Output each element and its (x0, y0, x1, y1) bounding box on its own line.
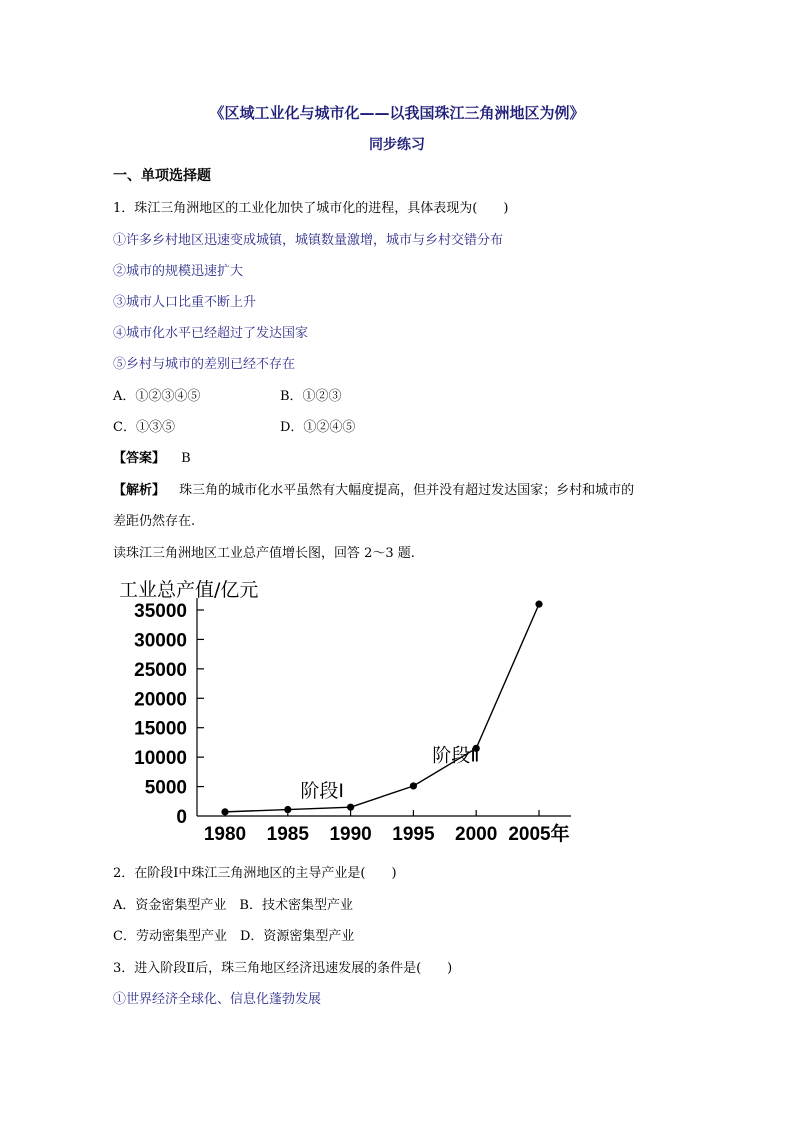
question-1-statement-5: ⑤乡村与城市的差别已经不存在 (113, 357, 296, 372)
x-tick-label: 2005年 (508, 824, 570, 845)
answer-value: B (181, 451, 191, 466)
question-2-choices-ab: A．资金密集型产业 B．技术密集型产业 (113, 898, 353, 913)
industrial-output-chart (113, 574, 593, 846)
y-tick-label: 30000 (134, 630, 187, 652)
y-tick-label: 25000 (134, 659, 187, 681)
answer-tag: 【答案】 (113, 451, 166, 466)
question-1-analysis-cont: 差距仍然存在. (113, 514, 196, 529)
y-tick-label: 0 (176, 807, 187, 828)
data-point (221, 808, 228, 815)
question-3-statement-1: ①世界经济全球化、信息化蓬勃发展 (113, 992, 322, 1007)
document-subtitle: 同步练习 (369, 137, 425, 153)
stage-annotation: 阶段Ⅱ (432, 744, 480, 767)
x-tick-label: 2000 (455, 824, 498, 845)
question-3-stem: 3．进入阶段Ⅱ后，珠三角地区经济迅速发展的条件是( ) (113, 961, 453, 976)
analysis-tag: 【解析】 (113, 483, 166, 498)
y-tick-label: 20000 (134, 689, 187, 711)
question-1-statement-3: ③城市人口比重不断上升 (113, 295, 257, 310)
question-1-choice-d: D．①②④⑤ (280, 420, 356, 435)
question-1-statement-2: ②城市的规模迅速扩大 (113, 264, 244, 279)
data-point (284, 806, 291, 813)
question-1-choice-c: C．①③⑤ (113, 420, 175, 435)
x-tick-label: 1980 (203, 824, 247, 845)
y-tick-label: 10000 (134, 748, 187, 770)
data-point (410, 782, 417, 789)
question-2-stem: 2．在阶段Ⅰ中珠江三角洲地区的主导产业是( ) (113, 866, 397, 881)
question-2-choices-cd: C．劳动密集型产业 D．资源密集型产业 (113, 929, 355, 944)
x-tick-label: 1995 (392, 824, 435, 845)
series-line (225, 604, 539, 812)
document-title: 《区域工业化与城市化——以我国珠江三角洲地区为例》 (209, 104, 585, 122)
question-1-analysis (113, 479, 634, 498)
y-tick-label: 5000 (144, 777, 187, 799)
data-point (535, 601, 542, 608)
question-1-answer (113, 447, 191, 466)
x-tick-label: 1990 (329, 824, 372, 845)
question-1-statement-4: ④城市化水平已经超过了发达国家 (113, 326, 309, 341)
question-1-stem: 1．珠江三角洲地区的工业化加快了城市化的进程，具体表现为( ) (113, 201, 509, 216)
chart-intro: 读珠江三角洲地区工业总产值增长图，回答 2～3 题. (113, 546, 415, 561)
question-1-choice-a: A．①②③④⑤ (113, 389, 201, 404)
y-tick-label: 35000 (134, 601, 187, 622)
stage-annotation: 阶段Ⅰ (300, 780, 344, 803)
question-1-statement-1: ①许多乡村地区迅速变成城镇，城镇数量激增，城市与乡村交错分布 (113, 233, 504, 248)
question-1-choice-b: B．①②③ (280, 389, 342, 404)
y-axis-label: 工业总产值/亿元 (119, 579, 259, 601)
data-point (347, 804, 354, 811)
analysis-text-1: 珠三角的城市化水平虽然有大幅度提高，但并没有超过发达国家；乡村和城市的 (179, 483, 635, 498)
x-tick-label: 1985 (266, 824, 309, 845)
y-tick-label: 15000 (134, 718, 187, 740)
section-heading: 一、单项选择题 (113, 168, 211, 184)
